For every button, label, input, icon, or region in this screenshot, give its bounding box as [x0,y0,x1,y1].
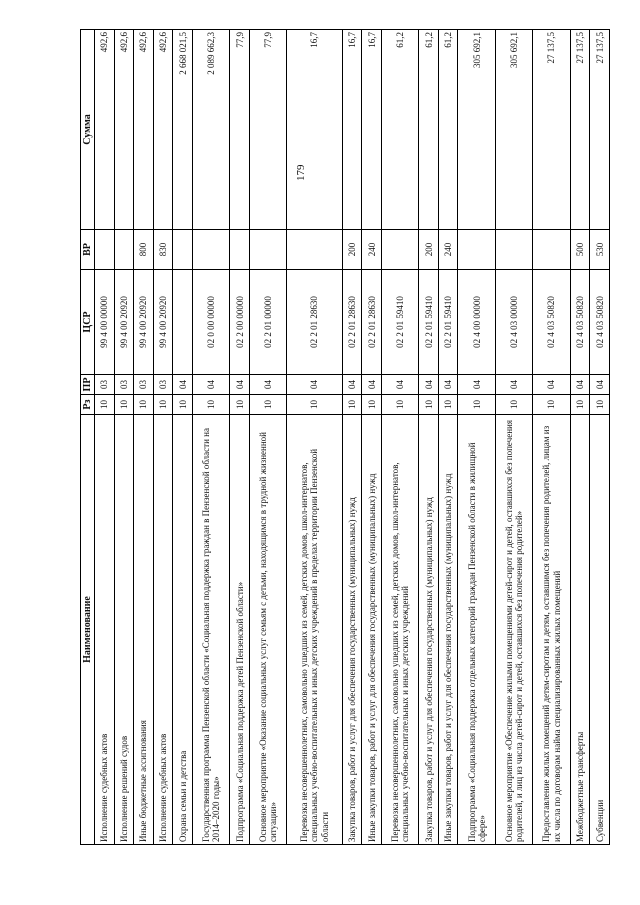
cell-csr: 02 4 03 00000 [495,270,532,375]
cell-name: Закупка товаров, работ и услуг для обеспечения государственных (муниципальных) нужд [419,415,439,845]
cell-csr: 02 2 01 59410 [381,270,418,375]
table-row [590,30,610,845]
table-row [153,30,173,845]
header-pr: ПР [81,375,95,395]
cell-vr: 500 [570,230,590,270]
cell-sum: 492,6 [95,30,115,230]
cell-vr [495,230,532,270]
cell-name: Исполнение судебных актов [95,415,115,845]
cell-pr: 04 [362,375,382,395]
table-row [134,30,154,845]
table-row [570,30,590,845]
cell-vr [381,230,418,270]
cell-rz: 10 [342,395,362,415]
cell-rz: 10 [134,395,154,415]
cell-rz: 10 [114,395,134,415]
cell-pr: 04 [287,375,342,395]
cell-csr: 02 4 00 00000 [458,270,495,375]
cell-sum: 77,9 [249,30,286,230]
cell-sum: 2 089 662,3 [192,30,229,230]
table-body [95,30,610,845]
cell-name: Государственная программа Пензенской области «Социальная поддержка граждан в Пензенской области на 2014–2020 годы» [192,415,229,845]
cell-vr [458,230,495,270]
cell-name: Иные закупки товаров, работ и услуг для обеспечения государственных (муниципальных) нужд [438,415,458,845]
cell-vr: 830 [153,230,173,270]
header-vr: ВР [81,230,95,270]
cell-csr: 99 4 00 20920 [153,270,173,375]
cell-sum: 16,7 [362,30,382,230]
cell-pr: 03 [153,375,173,395]
cell-vr: 530 [590,230,610,270]
cell-pr: 04 [590,375,610,395]
table-row [249,30,286,845]
cell-rz: 10 [230,395,250,415]
cell-rz: 10 [381,395,418,415]
cell-vr: 200 [342,230,362,270]
cell-vr: 240 [438,230,458,270]
header-csr: ЦСР [81,270,95,375]
cell-pr: 03 [134,375,154,395]
table-row [362,30,382,845]
cell-name: Иные бюджетные ассигнования [134,415,154,845]
cell-sum: 16,7 [287,30,342,230]
cell-csr: 02 4 03 50820 [570,270,590,375]
cell-name: Закупка товаров, работ и услуг для обеспечения государственных (муниципальных) нужд [342,415,362,845]
cell-vr: 240 [362,230,382,270]
table-row [533,30,570,845]
cell-sum: 16,7 [342,30,362,230]
table-row [192,30,229,845]
cell-pr: 03 [114,375,134,395]
cell-sum: 305 692,1 [458,30,495,230]
rotated-page-content [80,30,610,845]
cell-pr: 04 [249,375,286,395]
cell-vr [249,230,286,270]
cell-vr [230,230,250,270]
cell-name: Перевозка несовершеннолетних, самовольно ушедших из семей, детских домов, школ-интернатов, специальных учебно-воспитательных и иных детских учреждений [381,415,418,845]
cell-sum: 61,2 [381,30,418,230]
cell-pr: 04 [192,375,229,395]
cell-pr: 04 [230,375,250,395]
cell-pr: 03 [95,375,115,395]
cell-pr: 04 [438,375,458,395]
cell-csr: 99 4 00 20920 [114,270,134,375]
cell-sum: 27 137,5 [533,30,570,230]
cell-name: Предоставление жилых помещений детям-сиротам и детям, оставшимся без попечения родителей, лицам из их числа по договорам найма специализированных жилых помещений [533,415,570,845]
cell-vr [287,230,342,270]
cell-csr: 02 2 01 28630 [287,270,342,375]
table-row [438,30,458,845]
cell-sum: 77,9 [230,30,250,230]
cell-vr [114,230,134,270]
cell-pr: 04 [173,375,193,395]
header-rz: Рз [81,395,95,415]
cell-csr: 02 4 03 50820 [533,270,570,375]
table-header-row [81,30,95,845]
cell-pr: 04 [419,375,439,395]
cell-sum: 492,6 [114,30,134,230]
cell-sum: 27 137,5 [570,30,590,230]
cell-sum: 2 668 021,5 [173,30,193,230]
page-number: 179 [295,164,307,181]
table-row [495,30,532,845]
cell-sum: 27 137,5 [590,30,610,230]
cell-csr: 99 4 00 20920 [134,270,154,375]
cell-rz: 10 [590,395,610,415]
cell-rz: 10 [419,395,439,415]
cell-sum: 61,2 [419,30,439,230]
cell-vr [192,230,229,270]
cell-pr: 04 [495,375,532,395]
table-row [173,30,193,845]
cell-pr: 04 [342,375,362,395]
cell-csr: 02 4 03 50820 [590,270,610,375]
cell-rz: 10 [95,395,115,415]
cell-sum: 305 692,1 [495,30,532,230]
header-sum: Сумма [81,30,95,230]
cell-sum: 492,6 [153,30,173,230]
cell-csr: 02 2 01 59410 [438,270,458,375]
table-row [458,30,495,845]
cell-csr [173,270,193,375]
table-row [381,30,418,845]
cell-vr [95,230,115,270]
cell-name: Подпрограмма «Социальная поддержка отдельных категорий граждан Пензенской области в жилищной сфере» [458,415,495,845]
cell-name: Охрана семьи и детства [173,415,193,845]
table-row [114,30,134,845]
cell-rz: 10 [249,395,286,415]
cell-csr: 02 0 00 00000 [192,270,229,375]
cell-csr: 02 2 01 59410 [419,270,439,375]
table-row [419,30,439,845]
cell-pr: 04 [381,375,418,395]
cell-name: Исполнение решений судов [114,415,134,845]
cell-vr [533,230,570,270]
table-row [342,30,362,845]
table-row [230,30,250,845]
table-row [95,30,115,845]
cell-vr: 800 [134,230,154,270]
cell-name: Межбюджетные трансферты [570,415,590,845]
cell-vr [173,230,193,270]
cell-name: Иные закупки товаров, работ и услуг для обеспечения государственных (муниципальных) нужд [362,415,382,845]
cell-rz: 10 [438,395,458,415]
cell-rz: 10 [153,395,173,415]
cell-rz: 10 [533,395,570,415]
cell-name: Основное мероприятие «Обеспечение жилыми помещениями детей-сирот и детей, оставшихся без попечения родителей, и лиц из числа детей-сирот и детей, оставшихся без попечения родителей» [495,415,532,845]
cell-pr: 04 [458,375,495,395]
cell-name: Перевозка несовершеннолетних, самовольно ушедших из семей, детских домов, школ-интернатов, специальных учебно-воспитательных и иных детских учреждений в пределах территории Пензенской области [287,415,342,845]
cell-rz: 10 [362,395,382,415]
cell-name: Субвенции [590,415,610,845]
cell-name: Основное мероприятие «Оказание социальных услуг семьям с детьми, находящимся в трудной жизненной ситуации» [249,415,286,845]
cell-rz: 10 [458,395,495,415]
cell-name: Подпрограмма «Социальная поддержка детей Пензенской области» [230,415,250,845]
cell-sum: 492,6 [134,30,154,230]
cell-pr: 04 [533,375,570,395]
cell-rz: 10 [192,395,229,415]
cell-rz: 10 [173,395,193,415]
cell-csr: 02 2 00 00000 [230,270,250,375]
cell-pr: 04 [570,375,590,395]
cell-csr: 99 4 00 00000 [95,270,115,375]
cell-rz: 10 [570,395,590,415]
table-row [287,30,342,845]
cell-csr: 02 2 01 28630 [362,270,382,375]
cell-rz: 10 [495,395,532,415]
cell-vr: 200 [419,230,439,270]
cell-csr: 02 2 01 28630 [342,270,362,375]
cell-name: Исполнение судебных актов [153,415,173,845]
budget-table [80,29,610,845]
cell-csr: 02 2 01 00000 [249,270,286,375]
cell-sum: 61,2 [438,30,458,230]
cell-rz: 10 [287,395,342,415]
header-name: Наименование [81,415,95,845]
